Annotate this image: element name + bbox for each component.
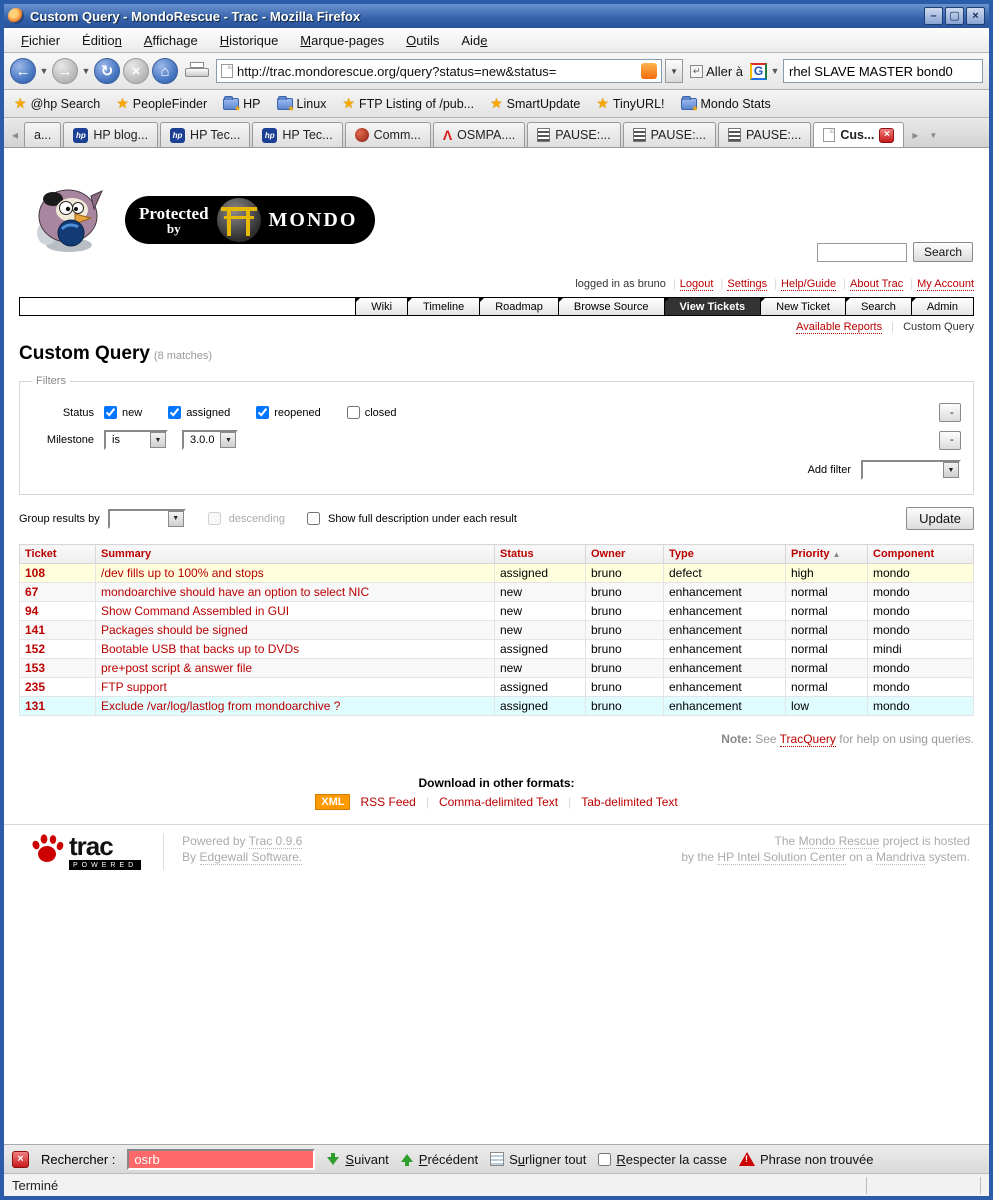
menu-historique[interactable]: Historique xyxy=(219,32,279,48)
component-cell: mondo xyxy=(868,583,974,602)
logged-in-text: logged in as bruno xyxy=(575,278,666,290)
hosting-text: The Mondo Rescue project is hosted by the HP Intel Solution Center on a Mandriva system. xyxy=(681,834,970,865)
paw-icon xyxy=(31,833,65,865)
owner-cell: bruno xyxy=(586,602,664,621)
type-cell: enhancement xyxy=(664,697,786,716)
status-cell: assigned xyxy=(495,678,586,697)
col-type[interactable]: Type xyxy=(664,545,786,564)
status-cell: new xyxy=(495,659,586,678)
type-cell: enhancement xyxy=(664,583,786,602)
milestone-filter-row xyxy=(32,430,961,450)
star-icon: ★ xyxy=(490,95,503,111)
component-cell: mondo xyxy=(868,659,974,678)
document-icon xyxy=(728,128,741,142)
type-cell: enhancement xyxy=(664,659,786,678)
table-row xyxy=(20,640,974,659)
folder-icon xyxy=(223,98,239,110)
menu-affichage[interactable]: Affichage xyxy=(143,32,198,48)
owner-cell: bruno xyxy=(586,621,664,640)
status-reopened-label: reopened xyxy=(274,406,321,419)
about-trac-link[interactable]: About Trac xyxy=(850,278,904,290)
nav-tab-roadmap[interactable]: Roadmap xyxy=(479,298,558,315)
col-ticket[interactable]: Ticket xyxy=(20,545,96,564)
home-icon[interactable]: ⌂ xyxy=(152,58,178,84)
enter-arrow-icon: ↵ xyxy=(690,65,703,78)
main-nav xyxy=(19,297,974,316)
forward-icon: → xyxy=(52,58,78,84)
summary-link[interactable]: FTP support xyxy=(96,678,495,697)
tab-list-caret-icon[interactable]: ▼ xyxy=(929,130,938,140)
download-block: Download in other formats: XML RSS Feed | Comma-delimited Text | Tab-delimited Text xyxy=(19,776,974,810)
table-row xyxy=(20,583,974,602)
folder-icon xyxy=(277,98,293,110)
bookmark-linux-folder[interactable]: ★ Linux xyxy=(277,97,327,111)
page-footer xyxy=(19,833,974,870)
match-case-checkbox[interactable] xyxy=(598,1153,611,1166)
site-search-input[interactable] xyxy=(817,243,907,262)
context-nav: Available Reports | Custom Query xyxy=(796,321,974,333)
add-filter-select[interactable] xyxy=(861,460,961,480)
component-cell: mindi xyxy=(868,640,974,659)
bookmark-tinyurl[interactable]: ★ TinyURL! xyxy=(596,95,665,111)
status-assigned-checkbox[interactable] xyxy=(168,406,181,419)
match-case-option[interactable]: Respecter la casse xyxy=(598,1152,727,1167)
find-label: Rechercher : xyxy=(41,1151,116,1167)
find-bar xyxy=(4,1144,989,1173)
bookmark-peoplefinder[interactable]: ★ PeopleFinder xyxy=(116,95,208,111)
component-cell: mondo xyxy=(868,602,974,621)
summary-link[interactable]: Bootable USB that backs up to DVDs xyxy=(96,640,495,659)
site-search-button[interactable]: Search xyxy=(913,242,973,262)
find-next-button[interactable]: Suivant xyxy=(327,1152,388,1167)
navigation-toolbar xyxy=(4,53,989,90)
summary-link[interactable]: Packages should be signed xyxy=(96,621,495,640)
lambda-icon: Λ xyxy=(442,127,453,143)
close-tab-icon[interactable]: × xyxy=(879,128,894,143)
mondo-rescue-link[interactable]: Mondo Rescue xyxy=(798,834,880,848)
summary-link[interactable]: Exclude /var/log/lastlog from mondoarchive ? xyxy=(96,697,495,716)
help-guide-link[interactable]: Help/Guide xyxy=(781,278,837,290)
status-closed-checkbox[interactable] xyxy=(347,406,360,419)
browser-tab[interactable]: Λ OSMPA.... xyxy=(433,122,525,147)
browser-tab[interactable]: hp HP Tec... xyxy=(252,122,342,147)
find-input[interactable] xyxy=(127,1149,315,1170)
tracquery-link[interactable]: TracQuery xyxy=(779,732,836,746)
browser-tab[interactable]: a... xyxy=(24,122,61,147)
col-priority[interactable]: Priority ▲ xyxy=(786,545,868,564)
hp-intel-link[interactable]: HP Intel Solution Center xyxy=(717,850,846,865)
summary-link[interactable]: Show Command Assembled in GUI xyxy=(96,602,495,621)
owner-cell: bruno xyxy=(586,564,664,583)
nav-tab-wiki[interactable]: Wiki xyxy=(355,298,407,315)
nav-tab-search[interactable]: Search xyxy=(845,298,911,315)
browser-tab[interactable]: PAUSE:... xyxy=(527,122,620,147)
xml-badge[interactable]: XML xyxy=(315,794,350,810)
maximize-button[interactable]: ▢ xyxy=(945,7,964,25)
group-by-label: Group results by xyxy=(19,512,100,525)
ticket-link[interactable]: 67 xyxy=(20,583,96,602)
meta-nav: logged in as bruno | Logout | Settings | Help/Guide | About Trac | My Account xyxy=(575,278,974,290)
milestone-value-select[interactable]: 3.0.0 ▼ xyxy=(182,430,238,450)
browser-tab[interactable]: hp HP blog... xyxy=(63,122,158,147)
search-engine-caret-icon[interactable]: ▼ xyxy=(770,66,780,76)
mandriva-link[interactable]: Mandriva xyxy=(875,850,926,865)
comm-site-icon xyxy=(355,128,369,142)
mondo-penguin-logo xyxy=(35,187,103,253)
browser-tab[interactable]: PAUSE:... xyxy=(623,122,716,147)
arrow-up-icon xyxy=(401,1153,414,1166)
warning-icon xyxy=(739,1152,755,1166)
table-row xyxy=(20,678,974,697)
tsv-link[interactable]: Tab-delimited Text xyxy=(581,795,678,809)
milestone-label: Milestone xyxy=(46,434,94,446)
group-options-row xyxy=(19,507,974,530)
menu-edition[interactable]: Édition xyxy=(82,32,122,48)
component-cell: mondo xyxy=(868,697,974,716)
browser-tab[interactable]: PAUSE:... xyxy=(718,122,811,147)
star-icon: ★ xyxy=(116,95,129,111)
type-cell: enhancement xyxy=(664,678,786,697)
component-cell: mondo xyxy=(868,678,974,697)
nav-tab-browse-source[interactable]: Browse Source xyxy=(558,298,664,315)
torii-globe-icon xyxy=(217,198,261,242)
dropdown-arrow-icon: ▼ xyxy=(168,511,184,527)
document-icon xyxy=(537,128,550,142)
type-cell: enhancement xyxy=(664,640,786,659)
status-cell: new xyxy=(495,621,586,640)
page-content xyxy=(4,148,989,1144)
table-row xyxy=(20,659,974,678)
status-assigned-label: assigned xyxy=(186,406,231,419)
download-title: Download in other formats: xyxy=(418,776,575,790)
menu-fichier[interactable]: Fichier xyxy=(21,32,61,48)
descending-label: descending xyxy=(228,512,285,525)
url-text[interactable]: http://trac.mondorescue.org/query?status=new&status= xyxy=(237,63,557,79)
nav-tab-new-ticket[interactable]: New Ticket xyxy=(760,298,845,315)
phrase-not-found-status: ! Phrase non trouvée xyxy=(739,1152,873,1167)
menu-marque-pages[interactable]: Marque-pages xyxy=(300,32,385,48)
status-cell: new xyxy=(495,583,586,602)
ticket-link[interactable]: 94 xyxy=(20,602,96,621)
browser-tab[interactable]: hp HP Tec... xyxy=(160,122,250,147)
type-cell: defect xyxy=(664,564,786,583)
firefox-icon xyxy=(8,8,24,24)
status-progress-segment xyxy=(866,1177,981,1194)
status-cell: assigned xyxy=(495,640,586,659)
component-cell: mondo xyxy=(868,564,974,583)
trac-wordmark: trac xyxy=(69,831,113,861)
status-reopened-checkbox[interactable] xyxy=(256,406,269,419)
go-label[interactable]: Aller à xyxy=(706,63,743,79)
table-row xyxy=(20,564,974,583)
nav-tab-timeline[interactable]: Timeline xyxy=(407,298,479,315)
priority-cell: normal xyxy=(786,602,868,621)
bookmark-mondo-stats[interactable]: ★ Mondo Stats xyxy=(681,97,771,111)
owner-cell: bruno xyxy=(586,659,664,678)
highlighter-icon xyxy=(490,1152,504,1166)
site-search-form xyxy=(817,242,973,262)
folder-icon xyxy=(681,98,697,110)
ticket-link[interactable]: 152 xyxy=(20,640,96,659)
status-cell: new xyxy=(495,602,586,621)
title-bar xyxy=(4,4,989,28)
stop-icon: × xyxy=(123,58,149,84)
hp-icon: hp xyxy=(170,128,185,143)
rss-feed-link[interactable]: RSS Feed xyxy=(360,795,416,809)
descending-checkbox xyxy=(208,512,221,525)
filters-legend: Filters xyxy=(36,375,66,387)
csv-link[interactable]: Comma-delimited Text xyxy=(438,795,559,809)
query-results-table xyxy=(19,544,974,716)
powered-bar: POWERED xyxy=(69,860,141,870)
nav-tab-admin[interactable]: Admin xyxy=(911,298,973,315)
document-icon xyxy=(633,128,646,142)
print-icon[interactable] xyxy=(185,62,209,80)
bookmark-ftp-listing[interactable]: ★ FTP Listing of /pub... xyxy=(342,95,475,111)
edgewall-link[interactable]: Edgewall Software. xyxy=(199,850,303,865)
hp-icon: hp xyxy=(73,128,88,143)
status-label: Status xyxy=(62,406,94,419)
trac-logo[interactable] xyxy=(31,833,141,870)
status-filter-row xyxy=(32,403,961,422)
type-cell: enhancement xyxy=(664,602,786,621)
my-account-link[interactable]: My Account xyxy=(917,278,974,290)
url-bar[interactable] xyxy=(216,59,662,83)
close-button[interactable]: × xyxy=(966,7,985,25)
milestone-mode-select[interactable]: is ▼ xyxy=(104,430,168,450)
status-bar xyxy=(4,1173,989,1196)
ticket-link[interactable]: 131 xyxy=(20,697,96,716)
browser-tab-active[interactable]: Cus... × xyxy=(813,122,904,147)
priority-cell: normal xyxy=(786,659,868,678)
priority-cell: normal xyxy=(786,678,868,697)
status-cell: assigned xyxy=(495,697,586,716)
find-previous-button[interactable]: Précédent xyxy=(401,1152,478,1167)
table-row xyxy=(20,697,974,716)
logout-link[interactable]: Logout xyxy=(679,278,714,290)
group-by-select[interactable] xyxy=(108,509,186,529)
scroll-tabs-left-icon: ◂ xyxy=(11,128,19,142)
trac-version-link[interactable]: Trac 0.9.6 xyxy=(248,834,303,848)
owner-cell: bruno xyxy=(586,640,664,659)
add-filter-label: Add filter xyxy=(807,464,851,476)
type-cell: enhancement xyxy=(664,621,786,640)
summary-link[interactable]: /dev fills up to 100% and stops xyxy=(96,564,495,583)
table-row xyxy=(20,602,974,621)
highlight-all-button[interactable]: Surligner tout xyxy=(490,1152,586,1167)
col-owner[interactable]: Owner xyxy=(586,545,664,564)
table-header-row xyxy=(20,545,974,564)
google-engine-icon[interactable]: G xyxy=(750,63,767,80)
status-text: Terminé xyxy=(12,1177,59,1193)
back-icon[interactable]: ← xyxy=(10,58,36,84)
priority-cell: normal xyxy=(786,640,868,659)
menu-bar xyxy=(4,28,989,53)
back-history-caret-icon[interactable]: ▼ xyxy=(39,66,49,76)
available-reports-link[interactable]: Available Reports xyxy=(796,321,883,333)
forward-history-caret-icon: ▼ xyxy=(81,66,91,76)
query-note: Note: See TracQuery for help on using queries. xyxy=(721,732,974,746)
page-icon xyxy=(823,128,835,142)
summary-link[interactable]: mondoarchive should have an option to select NIC xyxy=(96,583,495,602)
menu-aide[interactable]: Aide xyxy=(461,32,488,48)
bookmark-smartupdate[interactable]: ★ SmartUpdate xyxy=(490,95,581,111)
url-dropdown-icon[interactable]: ▼ xyxy=(665,59,683,83)
settings-link[interactable]: Settings xyxy=(727,278,768,290)
badge-protected-label: Protected xyxy=(139,204,209,223)
update-button[interactable]: Update xyxy=(906,507,974,530)
protected-by-mondo-badge xyxy=(125,196,375,244)
hp-icon: hp xyxy=(262,128,277,143)
priority-cell: normal xyxy=(786,583,868,602)
remove-milestone-filter-button[interactable]: - xyxy=(939,431,961,450)
badge-mondo-label: MONDO xyxy=(268,208,358,231)
owner-cell: bruno xyxy=(586,678,664,697)
status-new-checkbox[interactable] xyxy=(104,406,117,419)
ticket-link[interactable]: 153 xyxy=(20,659,96,678)
scroll-tabs-right-icon[interactable]: ▸ xyxy=(912,128,919,142)
bookmark-hp-search[interactable]: ★ @hp Search xyxy=(14,95,101,111)
window-title: Custom Query - MondoRescue - Trac - Mozilla Firefox xyxy=(30,8,361,24)
priority-cell: normal xyxy=(786,621,868,640)
owner-cell: bruno xyxy=(586,583,664,602)
badge-by-label: by xyxy=(166,221,181,236)
star-icon: ★ xyxy=(596,95,609,111)
show-full-description-label: Show full description under each result xyxy=(327,512,517,525)
match-count: (8 matches) xyxy=(153,350,212,362)
table-row xyxy=(20,621,974,640)
owner-cell: bruno xyxy=(586,697,664,716)
dropdown-arrow-icon: ▼ xyxy=(943,462,959,478)
minimize-button[interactable]: – xyxy=(924,7,943,25)
ticket-link[interactable]: 141 xyxy=(20,621,96,640)
status-cell: assigned xyxy=(495,564,586,583)
custom-query-current: Custom Query xyxy=(903,321,974,333)
menu-outils[interactable]: Outils xyxy=(406,32,440,48)
show-full-description-checkbox[interactable] xyxy=(307,512,320,525)
summary-link[interactable]: pre+post script & answer file xyxy=(96,659,495,678)
status-new-label: new xyxy=(122,406,143,419)
powered-by-text: Powered by Trac 0.9.6 By Edgewall Software. xyxy=(163,833,302,870)
ticket-link[interactable]: 235 xyxy=(20,678,96,697)
star-icon: ★ xyxy=(342,95,355,111)
page-title: Custom Query (8 matches) xyxy=(19,343,212,364)
browser-tab[interactable]: Comm... xyxy=(345,122,431,147)
priority-cell: high xyxy=(786,564,868,583)
component-cell: mondo xyxy=(868,621,974,640)
nav-tab-view-tickets[interactable]: View Tickets xyxy=(664,298,761,315)
col-summary[interactable]: Summary xyxy=(96,545,495,564)
reload-icon[interactable]: ↻ xyxy=(94,58,120,84)
arrow-down-icon xyxy=(327,1153,340,1166)
bookmark-hp-folder[interactable]: ★ HP xyxy=(223,97,260,111)
col-status[interactable]: Status xyxy=(495,545,586,564)
ticket-link[interactable]: 108 xyxy=(20,564,96,583)
priority-cell: low xyxy=(786,697,868,716)
dropdown-arrow-icon: ▼ xyxy=(220,432,236,448)
web-search-input[interactable] xyxy=(783,59,983,83)
status-closed-label: closed xyxy=(364,406,397,419)
footer-divider xyxy=(4,824,989,825)
bookmarks-toolbar xyxy=(4,90,989,118)
remove-status-filter-button[interactable]: - xyxy=(939,403,961,422)
close-findbar-icon[interactable]: × xyxy=(12,1151,29,1168)
tab-strip xyxy=(4,118,989,148)
favicon-page-icon xyxy=(221,64,233,78)
sort-asc-icon: ▲ xyxy=(832,550,841,559)
dropdown-arrow-icon: ▼ xyxy=(150,432,166,448)
col-component[interactable]: Component xyxy=(868,545,974,564)
rss-feed-icon[interactable] xyxy=(641,63,657,79)
filters-fieldset xyxy=(19,375,974,495)
go-button[interactable] xyxy=(686,64,747,79)
star-icon: ★ xyxy=(14,95,27,111)
add-filter-row xyxy=(32,460,961,480)
